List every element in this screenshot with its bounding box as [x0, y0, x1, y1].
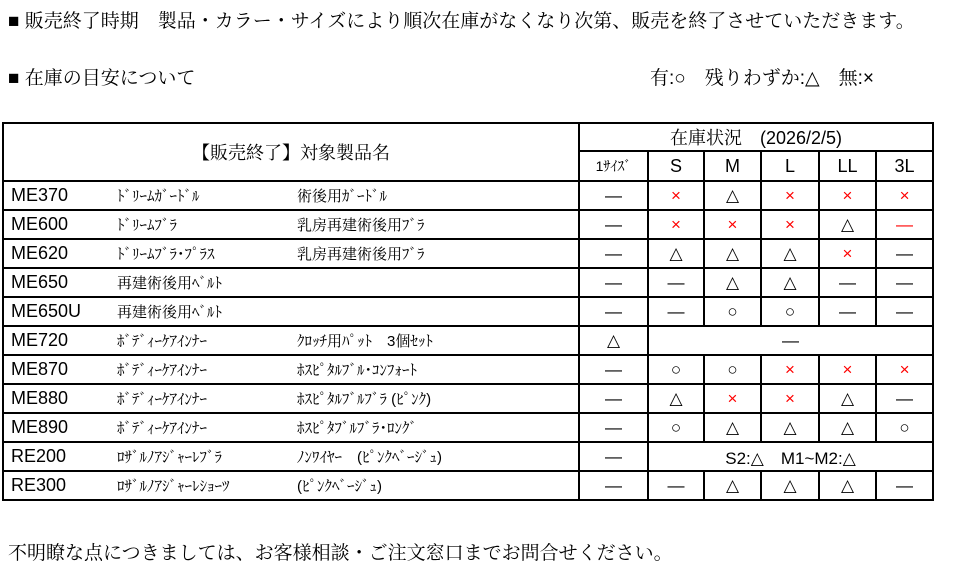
- table-row: [3, 181, 933, 210]
- status-cell: ×: [876, 181, 933, 210]
- product-model: RE300: [11, 475, 67, 496]
- product-name: ﾛｻﾞﾙﾉｱｼﾞｬｰﾚｼｮｰﾂ: [117, 478, 230, 496]
- status-cell: ○: [761, 297, 819, 326]
- product-desc: 乳房再建術後用ﾌﾞﾗ: [297, 246, 425, 264]
- product-cell: [3, 471, 579, 500]
- product-name: ﾄﾞﾘｰﾑｶﾞｰﾄﾞﾙ: [117, 188, 200, 206]
- product-name: ﾄﾞﾘｰﾑﾌﾞﾗ: [117, 217, 178, 235]
- status-cell: △: [704, 471, 761, 500]
- status-cell: ×: [704, 210, 761, 239]
- product-model: ME880: [11, 388, 69, 409]
- table-row: [3, 326, 933, 355]
- status-cell: ×: [761, 181, 819, 210]
- table-row: [3, 268, 933, 297]
- status-cell: —: [579, 442, 648, 471]
- product-cell: [3, 297, 579, 326]
- product-cell: [3, 181, 579, 210]
- status-cell: △: [704, 181, 761, 210]
- status-cell: —: [648, 297, 704, 326]
- table-row: [3, 442, 933, 471]
- product-cell: [3, 210, 579, 239]
- product-model: ME650: [11, 272, 69, 293]
- status-cell: —: [579, 181, 648, 210]
- product-cell: [3, 268, 579, 297]
- product-model: ME890: [11, 417, 69, 438]
- status-cell: △: [761, 268, 819, 297]
- status-cell: ○: [648, 413, 704, 442]
- status-cell: —: [579, 239, 648, 268]
- status-cell: —: [579, 413, 648, 442]
- status-cell: ×: [761, 355, 819, 384]
- status-cell: —: [876, 297, 933, 326]
- status-cell: —: [876, 210, 933, 239]
- status-cell: —: [648, 471, 704, 500]
- table-row: [3, 384, 933, 413]
- status-cell: ○: [704, 297, 761, 326]
- product-model: ME720: [11, 330, 69, 351]
- product-name: ﾎﾞﾃﾞｨｰｹｱｲﾝﾅｰ: [117, 333, 208, 351]
- table-body: [3, 181, 933, 500]
- status-cell: △: [579, 326, 648, 355]
- status-cell: —: [579, 471, 648, 500]
- status-cell: ×: [761, 384, 819, 413]
- product-cell: [3, 384, 579, 413]
- status-cell: ○: [704, 355, 761, 384]
- status-cell: —: [579, 297, 648, 326]
- size-column-header: LL: [819, 151, 876, 181]
- table-header-row: [3, 123, 933, 151]
- product-model: ME370: [11, 185, 69, 206]
- status-cell: ×: [761, 210, 819, 239]
- table-row: [3, 239, 933, 268]
- status-cell: △: [819, 413, 876, 442]
- product-name: ﾎﾞﾃﾞｨｰｹｱｲﾝﾅｰ: [117, 362, 208, 380]
- product-model: ME870: [11, 359, 69, 380]
- status-cell: —: [819, 297, 876, 326]
- product-name: 再建術後用ﾍﾞﾙﾄ: [117, 304, 223, 322]
- status-cell: ×: [648, 210, 704, 239]
- product-cell: [3, 239, 579, 268]
- status-cell: —: [648, 268, 704, 297]
- table-row: [3, 210, 933, 239]
- product-cell: [3, 355, 579, 384]
- product-name: ﾎﾞﾃﾞｨｰｹｱｲﾝﾅｰ: [117, 391, 208, 409]
- size-column-header: 1ｻｲｽﾞ: [579, 151, 648, 181]
- product-cell: [3, 442, 579, 471]
- status-cell: —: [876, 471, 933, 500]
- stock-guide-heading: ■ 在庫の目安について: [8, 68, 196, 89]
- status-cell: —: [819, 268, 876, 297]
- status-cell: —: [579, 384, 648, 413]
- product-model: ME600: [11, 214, 69, 235]
- status-cell: ×: [819, 239, 876, 268]
- footer-note: 不明瞭な点につきましては、お客様相談・ご注文窓口までお問合せください。: [8, 543, 673, 564]
- product-name: 再建術後用ﾍﾞﾙﾄ: [117, 275, 223, 293]
- size-column-header: S: [648, 151, 704, 181]
- product-model: ME650U: [11, 301, 82, 322]
- sales-end-notice: ■ 販売終了時期 製品・カラー・サイズにより順次在庫がなくなり次第、販売を終了させていただきます。: [8, 11, 915, 32]
- status-cell: —: [876, 384, 933, 413]
- product-model: ME620: [11, 243, 69, 264]
- product-name: ﾛｻﾞﾙﾉｱｼﾞｬｰﾚﾌﾞﾗ: [117, 449, 223, 467]
- size-column-header: M: [704, 151, 761, 181]
- product-cell: [3, 326, 579, 355]
- table-row: [3, 471, 933, 500]
- status-cell: —: [876, 239, 933, 268]
- status-cell: —: [579, 355, 648, 384]
- status-cell: S2:△ M1~M2:△: [648, 442, 933, 471]
- product-model: RE200: [11, 446, 67, 467]
- size-column-header: 3L: [876, 151, 933, 181]
- status-cell: △: [648, 239, 704, 268]
- status-cell: △: [819, 384, 876, 413]
- product-desc: ﾉﾝﾜｲﾔｰ (ﾋﾟﾝｸﾍﾞｰｼﾞｭ): [297, 449, 442, 467]
- status-cell: ×: [876, 355, 933, 384]
- status-cell: △: [761, 239, 819, 268]
- stock-status-table: [2, 122, 934, 501]
- status-cell: ×: [819, 181, 876, 210]
- product-cell: [3, 413, 579, 442]
- product-name: ﾄﾞﾘｰﾑﾌﾞﾗ･ﾌﾟﾗｽ: [117, 246, 215, 264]
- table-row: [3, 297, 933, 326]
- status-cell: —: [648, 326, 933, 355]
- status-cell: ×: [819, 355, 876, 384]
- status-cell: ×: [704, 384, 761, 413]
- status-cell: △: [704, 413, 761, 442]
- status-cell: —: [579, 210, 648, 239]
- status-cell: △: [761, 471, 819, 500]
- product-desc: 乳房再建術後用ﾌﾞﾗ: [297, 217, 425, 235]
- table-row: [3, 413, 933, 442]
- product-desc: ﾎｽﾋﾟﾀﾌﾞﾙﾌﾞﾗ･ﾛﾝｸﾞ: [297, 420, 418, 438]
- stock-legend: 有:○ 残りわずか:△ 無:×: [650, 68, 875, 89]
- product-desc: ﾎｽﾋﾟﾀﾙﾌﾞﾙﾌﾞﾗ (ﾋﾟﾝｸ): [297, 391, 432, 409]
- product-desc: (ﾋﾟﾝｸﾍﾞｰｼﾞｭ): [297, 478, 382, 496]
- status-cell: △: [704, 268, 761, 297]
- status-cell: △: [819, 210, 876, 239]
- status-cell: ×: [648, 181, 704, 210]
- status-cell: ○: [876, 413, 933, 442]
- status-cell: △: [819, 471, 876, 500]
- product-desc: ﾎｽﾋﾟﾀﾙﾌﾞﾙ･ｺﾝﾌｫｰﾄ: [297, 362, 418, 380]
- table-row: [3, 355, 933, 384]
- status-cell: —: [579, 268, 648, 297]
- status-cell: △: [761, 413, 819, 442]
- stock-status-header: 在庫状況 (2026/2/5): [579, 123, 933, 151]
- product-column-header: 【販売終了】対象製品名: [3, 123, 579, 181]
- product-desc: ｸﾛｯﾁ用ﾊﾟｯﾄ 3個ｾｯﾄ: [297, 333, 433, 351]
- product-desc: 術後用ｶﾞｰﾄﾞﾙ: [297, 188, 388, 206]
- size-column-header: L: [761, 151, 819, 181]
- status-cell: ○: [648, 355, 704, 384]
- status-cell: △: [648, 384, 704, 413]
- status-cell: —: [876, 268, 933, 297]
- product-name: ﾎﾞﾃﾞｨｰｹｱｲﾝﾅｰ: [117, 420, 208, 438]
- status-cell: △: [704, 239, 761, 268]
